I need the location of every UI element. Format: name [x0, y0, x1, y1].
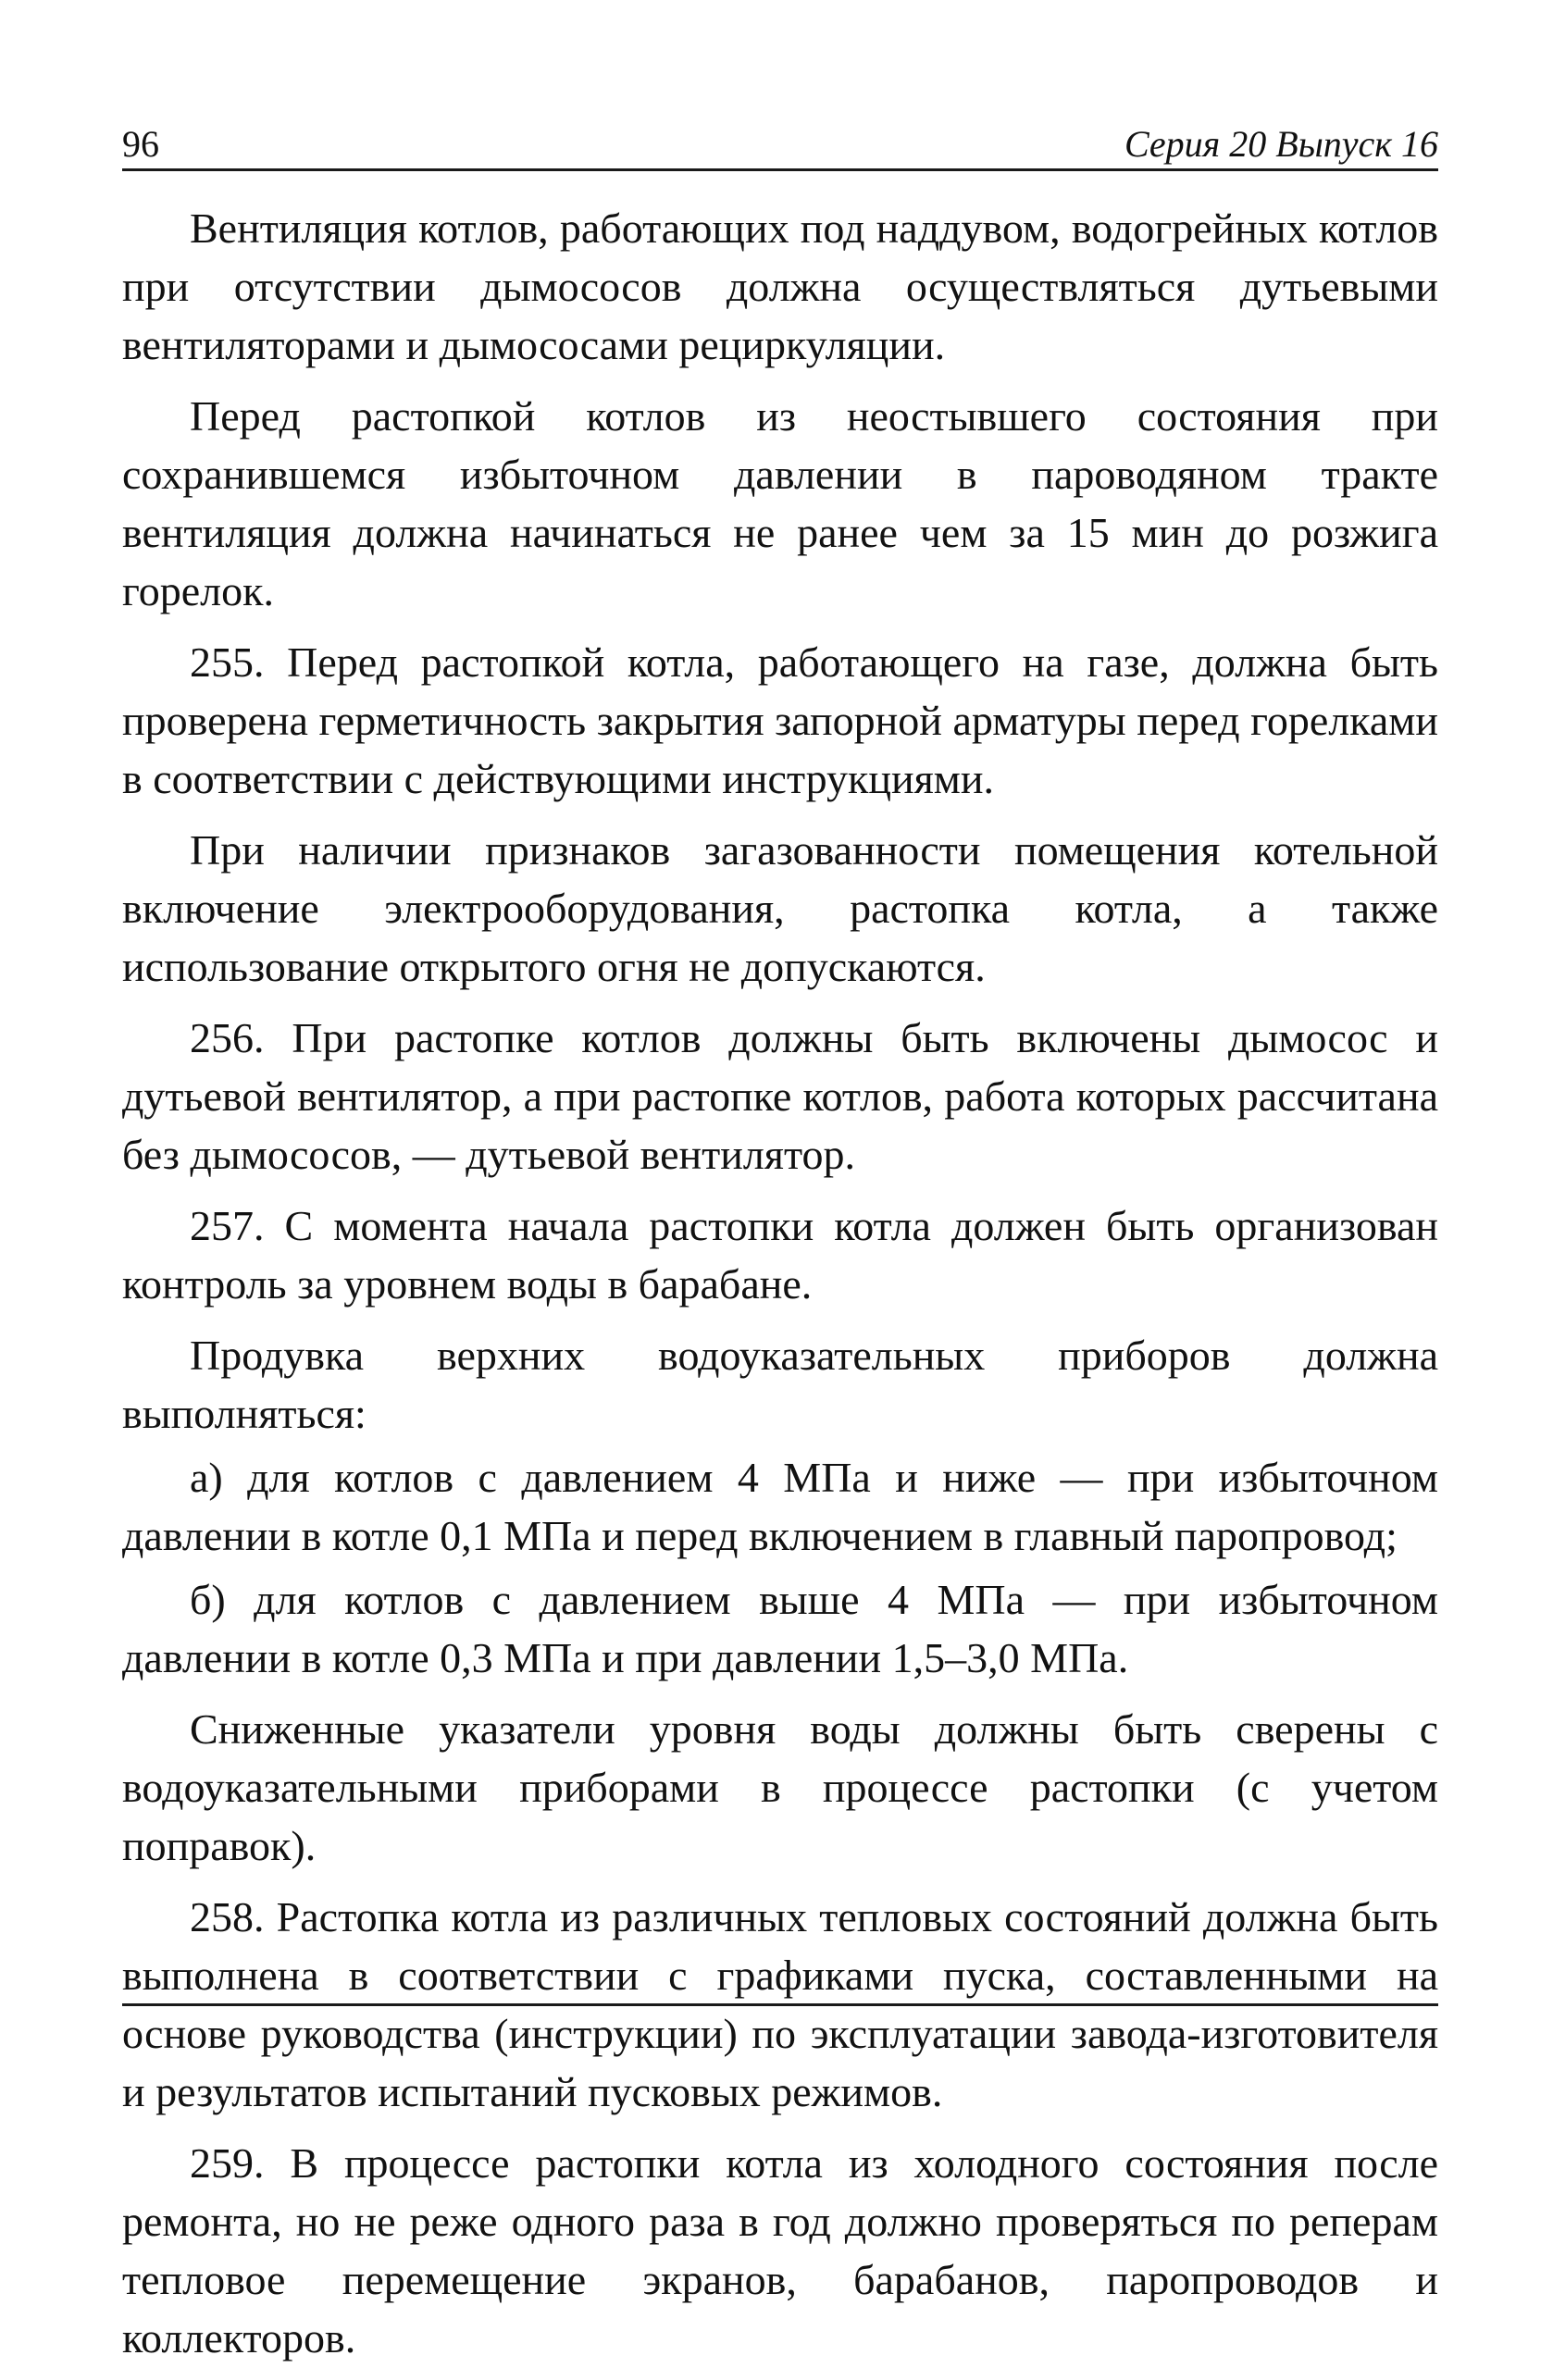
- paragraph-255: 255. Перед растопкой котла, работающего на газе, должна быть проверена герметичность закрытия запорной арматуры перед горелками в соответствии с действующими инструкциями.: [122, 638, 1438, 802]
- paragraph-258: 258. Растопка котла из различных тепловых состояний должна быть выполнена в соответствии с графиками пуска, составленными на основе руководства (инструкции) по эксплуатации завода-изготовителя и результатов испытаний пусковых режимов.: [122, 1893, 1438, 2115]
- paragraph-257: 257. С момента начала растопки котла должен быть организован контроль за уровнем воды в барабане.: [122, 1202, 1438, 1308]
- paragraph-ventilation-pressurized: Вентиляция котлов, работающих под наддувом, водогрейных котлов при отсутствии дымососов должна осуществляться дутьевыми вентиляторами и дымососами рециркуляции.: [122, 205, 1438, 368]
- running-title: Серия 20 Выпуск 16: [1124, 123, 1438, 165]
- paragraph-259: 259. В процессе растопки котла из холодного состояния после ремонта, но не реже одного раза в год должно проверяться по реперам тепловое перемещение экранов, барабанов, паропроводов и коллекторов.: [122, 2139, 1438, 2361]
- body-text: [122, 199, 1438, 2380]
- paragraph-blowdown-intro: Продувка верхних водоуказательных приборов должна выполняться:: [122, 1332, 1438, 1437]
- page-header: [122, 120, 1438, 171]
- list-item-a: а) для котлов с давлением 4 МПа и ниже — при избыточном давлении в котле 0,1 МПа и перед включением в главный паропровод;: [122, 1454, 1438, 1559]
- list-item-b: б) для котлов с давлением выше 4 МПа — при избыточном давлении в котле 0,3 МПа и при давлении 1,5–3,0 МПа.: [122, 1576, 1438, 1681]
- page-number: 96: [122, 123, 159, 165]
- footer-divider: [122, 2003, 1438, 2006]
- paragraph-ventilation-warm-start: Перед растопкой котлов из неостывшего состояния при сохранившемся избыточном давлении в пароводяном тракте вентиляция должна начинаться не ранее чем за 15 мин до розжига горелок.: [122, 392, 1438, 614]
- paragraph-level-indicators: Сниженные указатели уровня воды должны быть сверены с водоуказательными приборами в процессе растопки (с учетом поправок).: [122, 1705, 1438, 1869]
- paragraph-gas-contamination: При наличии признаков загазованности помещения котельной включение электрооборудования, растопка котла, а также использование открытого огня не допускаются.: [122, 826, 1438, 990]
- paragraph-256: 256. При растопке котлов должны быть включены дымосос и дутьевой вентилятор, а при растопке котлов, работа которых рассчитана без дымососов, — дутьевой вентилятор.: [122, 1014, 1438, 1178]
